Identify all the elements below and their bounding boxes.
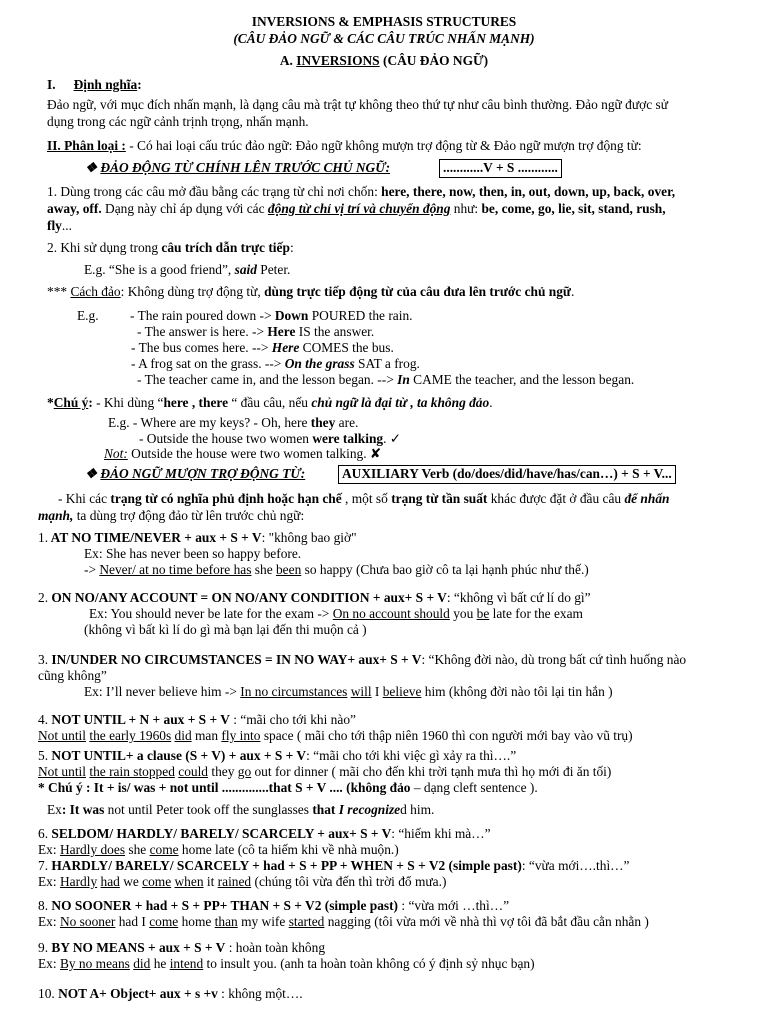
diamond-bullet-icon: ❖	[85, 160, 98, 175]
item-2-translation: (không vì bất kì lí do gì mà bạn lại đến thi muộn cả )	[84, 622, 367, 637]
section-1-heading: ❖ ĐẢO ĐỘNG TỪ CHÍNH LÊN TRƯỚC CHỦ NGỮ:	[85, 160, 391, 175]
item-9-heading: 9. BY NO MEANS + aux + S + V : hoàn toàn không	[38, 940, 326, 955]
definition-line-2: dụng trong các ngữ cảnh trịnh trọng, nhấn mạnh.	[47, 114, 309, 129]
rule-1-line-3: fly...	[47, 218, 72, 233]
classification-line: II. Phân loại : - Có hai loại cấu trúc đảo ngữ: Đảo ngữ không mượn trợ động từ & Đảo ngữ mượn trợ động từ:	[47, 138, 642, 153]
note-line: *Chú ý: - Khi dùng “here , there “ đầu câu, nếu chủ ngữ là đại từ , ta không đảo.	[47, 395, 493, 410]
item-7-example: Ex: Hardly had we come when it rained (chúng tôi vừa đến thì trời đổ mưa.)	[38, 874, 447, 889]
item-1-example: Ex: She has never been so happy before.	[84, 546, 302, 561]
definition-line-1: Đảo ngữ, với mục đích nhấn mạnh, là dạng câu mà trật tự không theo thứ tự như câu bình thường. Đảo ngữ được sử	[47, 97, 668, 112]
definition-heading: I. Định nghĩa:	[47, 77, 142, 92]
section-1-formula-box: ............V + S ............	[439, 159, 562, 178]
item-8-heading: 8. NO SOONER + had + S + PP+ THAN + S + V2 (simple past) : “vừa mới …thì…”	[38, 898, 510, 913]
document-subtitle: (CÂU ĐẢO NGỮ & CÁC CÂU TRÚC NHẤN MẠNH)	[233, 31, 535, 46]
section-2-heading: ❖ ĐẢO NGỮ MƯỢN TRỢ ĐỘNG TỪ:	[85, 466, 306, 481]
item-1-heading: 1. AT NO TIME/NEVER + aux + S + V: "không bao giờ"	[38, 530, 357, 545]
item-4-heading: 4. NOT UNTIL + N + aux + S + V : “mãi cho tới khi nào”	[38, 712, 356, 727]
note-example-2: - Outside the house two women were talking. ✓	[139, 431, 402, 446]
item-10-heading: 10. NOT A+ Object+ aux + s +v : không một….	[38, 986, 303, 1001]
inversion-method-line: *** Cách đảo: Không dùng trợ động từ, dùng trực tiếp động từ của câu đưa lên trước chủ ngữ.	[47, 284, 575, 299]
section-a-heading: A. INVERSIONS (CÂU ĐẢO NGỮ)	[279, 53, 489, 68]
document-title: INVERSIONS & EMPHASIS STRUCTURES	[251, 14, 517, 29]
section-2-formula-box: AUXILIARY Verb (do/does/did/have/has/can…) + S + V...	[338, 465, 676, 484]
item-1-inverted: -> Never/ at no time before has she been so happy (Chưa bao giờ cô ta lại hạnh phúc như thế.)	[84, 562, 589, 577]
rule-1-line-1: 1. Dùng trong các câu mở đầu bằng các trạng từ chỉ nơi chốn: here, there, now, then, in, out, down, up, back, over,	[47, 184, 676, 199]
diamond-bullet-icon: ❖	[85, 466, 98, 481]
item-4-example: Not until the early 1960s did man fly into space ( mãi cho tới thập niên 1960 thì con người mới bay vào vũ trụ)	[38, 728, 633, 743]
item-3-example: Ex: I’ll never believe him -> In no circumstances will I believe him (không đời nào tôi lại tin hắn )	[84, 684, 613, 699]
item-3-heading-cont: cũng không”	[38, 668, 107, 683]
section-2-intro-line-2: mạnh, ta dùng trợ động đảo từ lên trước chủ ngữ:	[38, 508, 305, 523]
example-3: - The bus comes here. --> Here COMES the bus.	[131, 340, 394, 355]
examples-label: E.g.	[77, 308, 99, 323]
item-7-heading: 7. HARDLY/ BARELY/ SCARCELY + had + S + PP + WHEN + S + V2 (simple past): “vừa mới….thì…”	[38, 858, 630, 873]
note-example-1: E.g. - Where are my keys? - Oh, here they are.	[108, 415, 359, 430]
example-4: - A frog sat on the grass. --> On the grass SAT a frog.	[131, 356, 420, 371]
item-2-heading: 2. ON NO/ANY ACCOUNT = ON NO/ANY CONDITION + aux+ S + V: “không vì bất cứ lí do gì”	[38, 590, 591, 605]
example-5: - The teacher came in, and the lesson began. --> In CAME the teacher, and the lesson began.	[137, 372, 635, 387]
item-6-heading: 6. SELDOM/ HARDLY/ BARELY/ SCARCELY + aux+ S + V: “hiếm khi mà…”	[38, 826, 491, 841]
rule-2-example: E.g. “She is a good friend”, said Peter.	[84, 262, 291, 277]
item-9-example: Ex: By no means did he intend to insult you. (anh ta hoàn toàn không có ý định sỷ nhục bạn)	[38, 956, 535, 971]
rule-2-line: 2. Khi sử dụng trong câu trích dẫn trực tiếp:	[47, 240, 294, 255]
note-example-incorrect: Not: Outside the house were two women talking. ✘	[104, 446, 382, 461]
item-5-example: Not until the rain stopped could they go out for dinner ( mãi cho đến khi trời tạnh mưa thì họ mới đi ăn tối)	[38, 764, 612, 779]
example-2: - The answer is here. -> Here IS the answer.	[137, 324, 375, 339]
item-8-example: Ex: No sooner had I come home than my wife started nagging (tôi vừa mới về nhà thì vợ tôi đã bắt đầu cằn nhằn )	[38, 914, 649, 929]
item-6-example: Ex: Hardly does she come home late (cô ta hiếm khi về nhà muộn.)	[38, 842, 399, 857]
item-5-note: * Chú ý : It + is/ was + not until ..............that S + V .... (không đảo – dạng cleft sentence ).	[38, 780, 538, 795]
example-1: - The rain poured down -> Down POURED the rain.	[130, 308, 413, 323]
item-3-heading: 3. IN/UNDER NO CIRCUMSTANCES = IN NO WAY+ aux+ S + V: “Không đời nào, dù trong bất cứ tình huống nào	[38, 652, 687, 667]
item-5-heading: 5. NOT UNTIL+ a clause (S + V) + aux + S + V: “mãi cho tới khi việc gì xảy ra thì….”	[38, 748, 517, 763]
item-2-example: Ex: You should never be late for the exam -> On no account should you be late for the exam	[89, 606, 583, 621]
rule-1-line-2: away, off. Dạng này chỉ áp dụng với các động từ chỉ vị trí và chuyển động như: be, come, go, lie, sit, stand, rush,	[47, 201, 666, 216]
section-2-intro-line-1: - Khi các trạng từ có nghĩa phủ định hoặc hạn chế , một số trạng từ tần suất khác được đặt ở đầu câu để nhấn	[58, 491, 670, 506]
item-5-note-example: Ex: It was not until Peter took off the sunglasses that I recognized him.	[47, 802, 435, 817]
